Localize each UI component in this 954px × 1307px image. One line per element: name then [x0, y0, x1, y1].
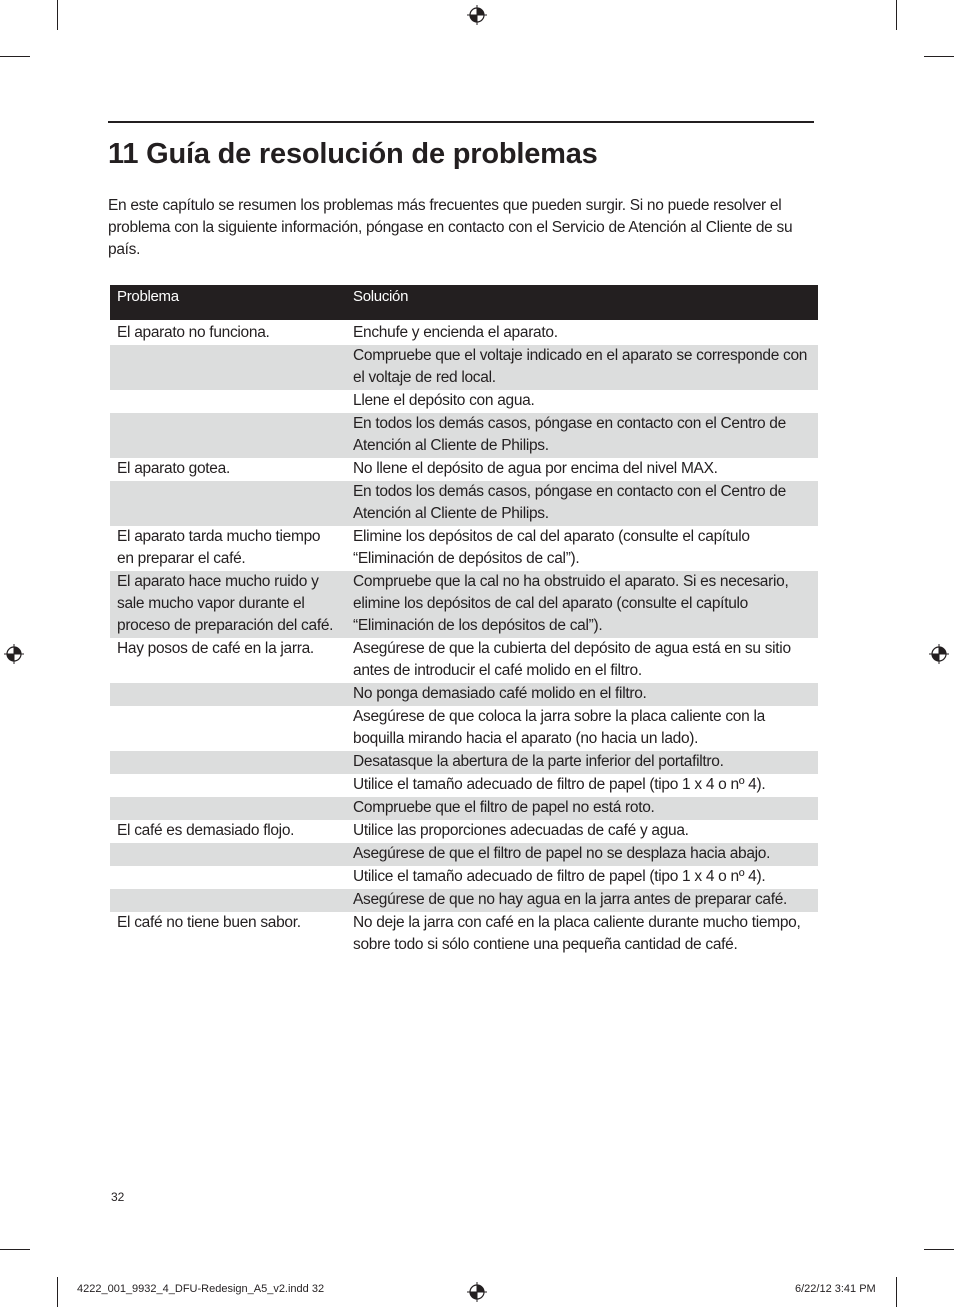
problem-cell	[110, 413, 346, 458]
table-row	[110, 458, 818, 481]
solution-cell: Utilice las proporciones adecuadas de café y agua.	[353, 822, 689, 839]
table-row	[110, 683, 818, 706]
solution-cell: Asegúrese de que el filtro de papel no se desplaza hacia abajo.	[346, 843, 818, 866]
chapter-title: 11 Guía de resolución de problemas	[108, 138, 598, 170]
crop-mark	[0, 1249, 30, 1250]
problem-cell	[110, 774, 346, 797]
table-row	[110, 912, 818, 957]
problem-cell	[110, 706, 346, 751]
solution-cell: En todos los demás casos, póngase en contacto con el Centro de Atención al Cliente de Philips.	[346, 413, 818, 458]
registration-mark-icon	[4, 644, 24, 664]
solution-cell: Asegúrese de que la cubierta del depósito de agua está en su sitio antes de introducir el café molido en el filtro.	[353, 640, 791, 679]
crop-mark	[924, 56, 954, 57]
slug-filename: 4222_001_9932_4_DFU-Redesign_A5_v2.indd 32	[77, 1283, 325, 1295]
header-solution: Solución	[346, 285, 818, 320]
problem-cell	[110, 683, 346, 706]
chapter-rule	[108, 121, 814, 123]
solution-cell: Enchufe y encienda el aparato.	[353, 324, 558, 341]
problem-cell: El aparato hace mucho ruido y sale mucho vapor durante el proceso de preparación del café.	[110, 571, 346, 638]
table-row	[110, 571, 818, 638]
problem-cell	[110, 345, 346, 390]
table-row	[110, 889, 818, 912]
problem-cell: El aparato gotea.	[117, 460, 230, 477]
problem-cell: El café no tiene buen sabor.	[117, 914, 301, 931]
header-problem: Problema	[110, 285, 346, 320]
crop-mark	[57, 0, 58, 30]
crop-mark	[896, 0, 897, 30]
table-row	[110, 413, 818, 458]
solution-cell: Compruebe que el voltaje indicado en el aparato se corresponde con el voltaje de red local.	[346, 345, 818, 390]
registration-mark-icon	[467, 1282, 487, 1302]
registration-mark-icon	[929, 644, 949, 664]
solution-cell: En todos los demás casos, póngase en contacto con el Centro de Atención al Cliente de Philips.	[346, 481, 818, 526]
crop-mark	[896, 1277, 897, 1307]
solution-cell: No ponga demasiado café molido en el filtro.	[346, 683, 818, 706]
solution-cell: Elimine los depósitos de cal del aparato (consulte el capítulo “Eliminación de depósitos de cal”).	[353, 528, 750, 567]
table-row	[110, 320, 818, 345]
registration-mark-icon	[467, 5, 487, 25]
solution-cell: Compruebe que el filtro de papel no está roto.	[346, 797, 818, 820]
solution-cell: Asegúrese de que no hay agua en la jarra antes de preparar café.	[346, 889, 818, 912]
table-row	[110, 843, 818, 866]
crop-mark	[57, 1277, 58, 1307]
solution-cell: Utilice el tamaño adecuado de filtro de papel (tipo 1 x 4 o nº 4).	[353, 868, 766, 885]
solution-cell: No deje la jarra con café en la placa caliente durante mucho tiempo, sobre todo si sólo contiene una pequeña cantidad de café.	[353, 914, 801, 953]
problem-cell: Hay posos de café en la jarra.	[117, 640, 314, 657]
solution-cell: Llene el depósito con agua.	[353, 392, 535, 409]
problem-cell: El aparato tarda mucho tiempo en preparar el café.	[117, 528, 321, 567]
slug-date: 6/22/12 3:41 PM	[795, 1283, 876, 1295]
problem-cell	[110, 390, 346, 413]
problem-cell	[110, 843, 346, 866]
table-row	[110, 481, 818, 526]
solution-cell: Compruebe que la cal no ha obstruido el aparato. Si es necesario, elimine los depósitos de cal del aparato (consulte el capítulo “Eliminación de los depósitos de cal”).	[346, 571, 818, 638]
table-row	[110, 345, 818, 390]
problem-cell: El café es demasiado flojo.	[117, 822, 295, 839]
table-row	[110, 866, 818, 889]
problem-cell	[110, 797, 346, 820]
table-header-row	[110, 285, 818, 320]
problem-cell	[110, 751, 346, 774]
crop-mark	[924, 1249, 954, 1250]
crop-mark	[0, 56, 30, 57]
problem-cell	[110, 866, 346, 889]
intro-paragraph: En este capítulo se resumen los problemas más frecuentes que pueden surgir. Si no puede resolver el problema con la siguiente información, póngase en contacto con el Servicio de Atención al Cliente de su país.	[108, 197, 793, 258]
table-row	[110, 390, 818, 413]
table-row	[110, 751, 818, 774]
page-number: 32	[111, 1190, 125, 1204]
table-row	[110, 820, 818, 843]
solution-cell: Desatasque la abertura de la parte inferior del portafiltro.	[346, 751, 818, 774]
table-row	[110, 526, 818, 571]
solution-cell: Asegúrese de que coloca la jarra sobre la placa caliente con la boquilla mirando hacia el aparato (no hacia un lado).	[353, 708, 765, 747]
solution-cell: Utilice el tamaño adecuado de filtro de papel (tipo 1 x 4 o nº 4).	[353, 776, 766, 793]
table-row	[110, 774, 818, 797]
problem-cell	[110, 481, 346, 526]
table-row	[110, 706, 818, 751]
problem-cell: El aparato no funciona.	[117, 324, 270, 341]
table-row	[110, 797, 818, 820]
solution-cell: No llene el depósito de agua por encima del nivel MAX.	[353, 460, 718, 477]
table-row	[110, 638, 818, 683]
problem-cell	[110, 889, 346, 912]
troubleshooting-table	[110, 285, 818, 957]
